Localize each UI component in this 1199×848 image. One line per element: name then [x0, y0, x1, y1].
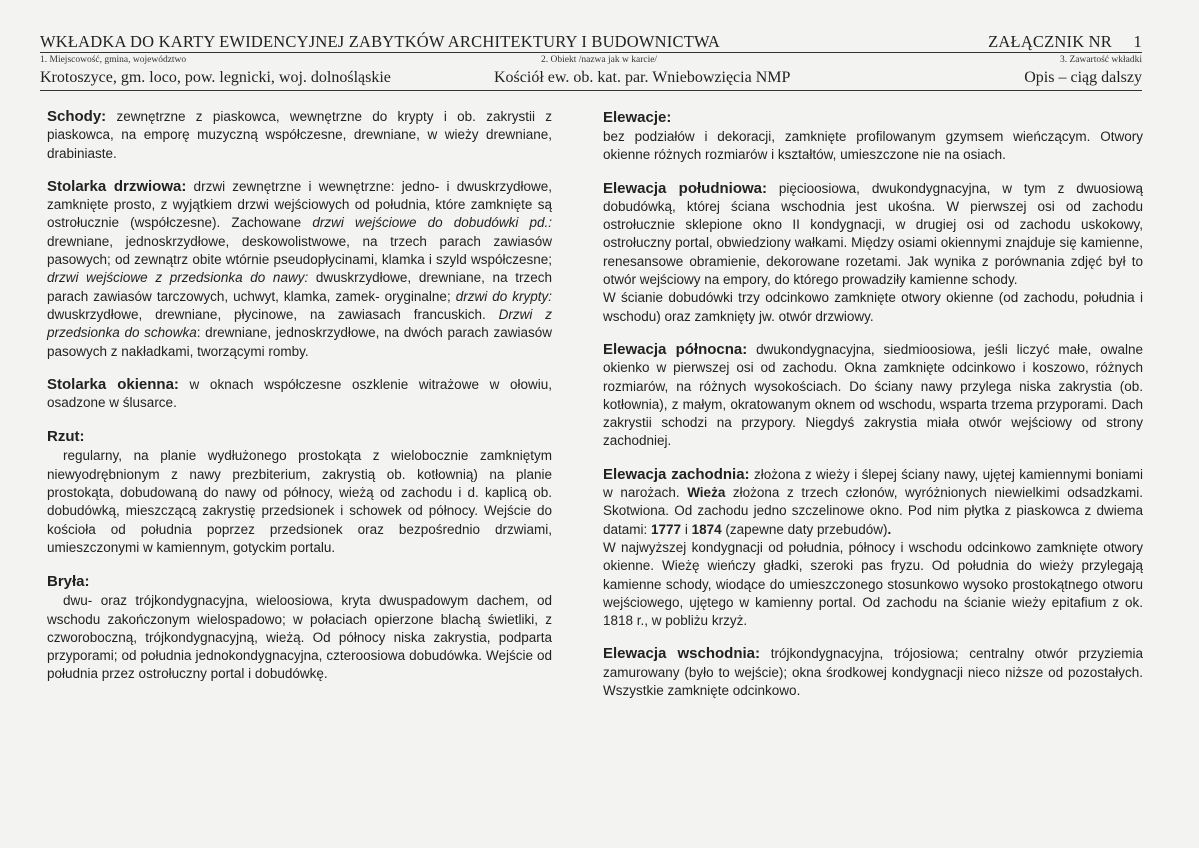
section-text: złożona z wieży i ślepej ściany nawy, ujętej kamiennymi boniami w narożach. — [603, 466, 1143, 501]
header-rule-top — [40, 52, 1142, 53]
section-text: W najwyższej kondygnacji od południa, północy i wschodu odcinkowo zamknięte otwory okienne. Wieżę wieńczy gładki, szeroki pas fryzu. Od południa do wieży przylegają kamienne schody, wiodące do umieszczonego stosunkowo wysoko prostokątnego otworu wejściowego, ujętego w kamienny portal. Od zachodu na ścianie wieży epitafium z ok. 1818 r., w pobliżu krzyż. — [603, 539, 1143, 629]
section-text: i — [681, 521, 692, 537]
section-text: drzwi zewnętrzne i wewnętrzne: jedno- i dwuskrzydłowe, zamknięte prosto, z wyjątkiem drzwi wejściowych od południa, które zamknięte są ostrołucznie (współczesne). Zachowane — [47, 178, 553, 231]
italic-term: drzwi wejściowe z przedsionka do nawy: — [47, 270, 309, 286]
italic-term: drzwi wejściowe do dobudówki pd.: — [312, 215, 552, 231]
bold-period: . — [887, 521, 892, 537]
section-rzut — [47, 427, 552, 557]
date-1777: 1777 — [651, 521, 682, 537]
section-heading: Elewacja zachodnia: — [603, 465, 750, 483]
italic-term: Drzwi z przedsionka do schowka — [47, 306, 552, 341]
header-rule-bottom — [40, 90, 1142, 91]
section-heading: Stolarka drzwiowa: — [47, 177, 187, 195]
section-schody — [47, 108, 552, 163]
field-label-location: 1. Miejscowość, gmina, województwo — [40, 55, 187, 65]
section-elewacja-poludniowa — [603, 180, 1143, 326]
section-text: W ścianie dobudówki trzy odcinkowo zamknięte otwory okienne (od zachodu, południa i wschodu) oraz zamknięty jw. otwór drzwiowy. — [603, 290, 1143, 324]
section-elewacja-zachodnia — [603, 466, 1143, 631]
section-heading: Rzut: — [47, 428, 85, 446]
italic-term: drzwi do krypty: — [455, 288, 552, 304]
section-elewacje — [603, 108, 1143, 165]
annex-number: 1 — [1133, 32, 1142, 51]
field-value-object: Kościół ew. ob. kat. par. Wniebowzięcia NMP — [494, 69, 791, 86]
section-heading: Schody: — [47, 108, 107, 125]
section-text: regularny, na planie wydłużonego prostokąta z wielobocznie zamkniętym niewyodrębnionym z nawy prezbiterium, zakrystią ob. kotłownią) na planie prostokąta, dobudowaną do nawy od północy, wieżą od zachodu i d. kaplicą ob. dobudówką, mieszczącą zakrystię przedsionek i schowek od północy. Wejście do kościoła od południa poprzez przedsionek oraz bezpośrednio drzwiami, umieszczonymi w kamiennym, gotyckim portalu. — [47, 448, 552, 555]
field-label-object: 2. Obiekt /nazwa jak w karcie/ — [541, 55, 658, 65]
section-text: pięcioosiowa, dwukondygnacyjna, w tym z dwuosiową dobudówką, której ściana wschodnia jest ukośna. W pierwszej osi od zachodu ostrołucznie sklepione okno II kondygnacji, w drugiej osi od zachodu uskokowy, ostrołuczny portal, obwiedziony wałkami. Między osiami okiennymi znajduje się kamienne, renesansowe obramienie, dekorowane rozetami. Jak wynika z porównania zdjęć był to otwór wejściowy na empory, do którego prowadziły kamienne schody. — [603, 180, 1143, 288]
section-heading: Stolarka okienna: — [47, 375, 179, 393]
field-value-location: Krotoszyce, gm. loco, pow. legnicki, woj. dolnośląskie — [40, 69, 391, 86]
section-heading: Elewacja wschodnia: — [603, 645, 761, 663]
section-stolarka-drzwiowa — [47, 178, 552, 361]
section-text: dwukondygnacyjna, siedmioosiowa, jeśli liczyć małe, owalne okienko w pierwszej osi od zachodu. Okna zamknięte odcinkowo i koszowo, różnych rozmiarów, na różnych wysokościach. Do ściany nawy przylega niska zakrystia (ob. kotłownia), z małym, okratowanym oknem od wschodu, wsparta trzema przyporami. Dach zakrystii schodzi na przypory. Niegdyś zakrystia miała otwór wejściowy od strony zachodniej. — [603, 341, 1143, 449]
section-elewacja-polnocna — [603, 341, 1143, 451]
section-text: drewniane, jednoskrzydłowe, deskowolistwowe, na trzech parach zawiasów pasowych; od zewnątrz obite wtórnie pseudopłycinami, klamka i szyld współczesne; — [47, 233, 552, 268]
section-heading: Elewacja północna: — [603, 340, 748, 358]
annex-label: ZAŁĄCZNIK NR — [988, 32, 1112, 51]
section-text: trójkondygnacyjna, trójosiowa; centralny otwór przyziemia zamurowany (było to wejście); okna środkowej kondygnacji nieco niższe od pozostałych. Wszystkie zamknięte odcinkowo. — [603, 646, 1143, 699]
field-label-contents: 3. Zawartość wkładki — [1059, 55, 1142, 65]
section-text: dwuskrzydłowe, drewniane, na trzech parach zawiasów tarczowych, uchwyt, klamka, zamek- oryginalne; — [47, 270, 553, 304]
section-text: w oknach współczesne oszklenie witrażowe w ołowiu, osadzone w ślusarce. — [47, 376, 552, 411]
right-column — [603, 108, 1143, 715]
bold-term: Wieża — [687, 485, 726, 501]
section-heading: Elewacje: — [603, 109, 672, 126]
section-heading: Elewacja południowa: — [603, 179, 767, 197]
section-text: złożona z trzech członów, wyróżnionych niewielkimi odsadzkami. Skotwiona. Od zachodu jedno szczelinowe okno. Pod nim płytka z piaskowca z dwiema datami: — [603, 485, 1143, 537]
section-bryla — [47, 572, 552, 683]
section-stolarka-okienna — [47, 376, 552, 413]
section-text: dwu- oraz trójkondygnacyjna, wieloosiowa, kryta dwuspadowym dachem, od wschodu zakończonym wielospadowo; w połaciach opierzone blachą świetliki, z czworoboczną, trójkondygnacyjną, wieżą. Od północy niska zakrystia, podparta przyporami; od południa jednokondygnacyjna, czteroosiowa dobudówka. Wejście od południa przez ostrołuczny portal i dobudówkę. — [47, 593, 552, 682]
section-text: dwuskrzydłowe, drewniane, płycinowe, na zawiasach francuskich. — [47, 306, 499, 322]
left-column — [47, 108, 552, 699]
section-text: bez podziałów i dekoracji, zamknięte profilowanym gzymsem wieńczącym. Otwory okienne różnych rozmiarów i kształtów, umieszczone nie na osiach. — [603, 129, 1143, 163]
section-heading: Bryła: — [47, 573, 90, 591]
date-1874: 1874 — [691, 521, 722, 537]
section-elewacja-wschodnia — [603, 645, 1143, 700]
card-header — [40, 30, 1142, 86]
document-title: WKŁADKA DO KARTY EWIDENCYJNEJ ZABYTKÓW ARCHITEKTURY I BUDOWNICTWA — [40, 32, 721, 51]
field-value-contents: Opis – ciąg dalszy — [1024, 69, 1142, 86]
section-text: : drewniane, jednoskrzydłowe, na dwóch parach zawiasów pasowych z nakładkami, tworzącymi romby. — [47, 325, 552, 359]
section-text: zewnętrzne z piaskowca, wewnętrzne do krypty i ob. zakrystii z piaskowca, na emporę muzyczną współczesne, drewniane, w wieży drewniane, drabiniaste. — [47, 109, 552, 161]
section-text: (zapewne daty przebudów) — [721, 521, 888, 537]
